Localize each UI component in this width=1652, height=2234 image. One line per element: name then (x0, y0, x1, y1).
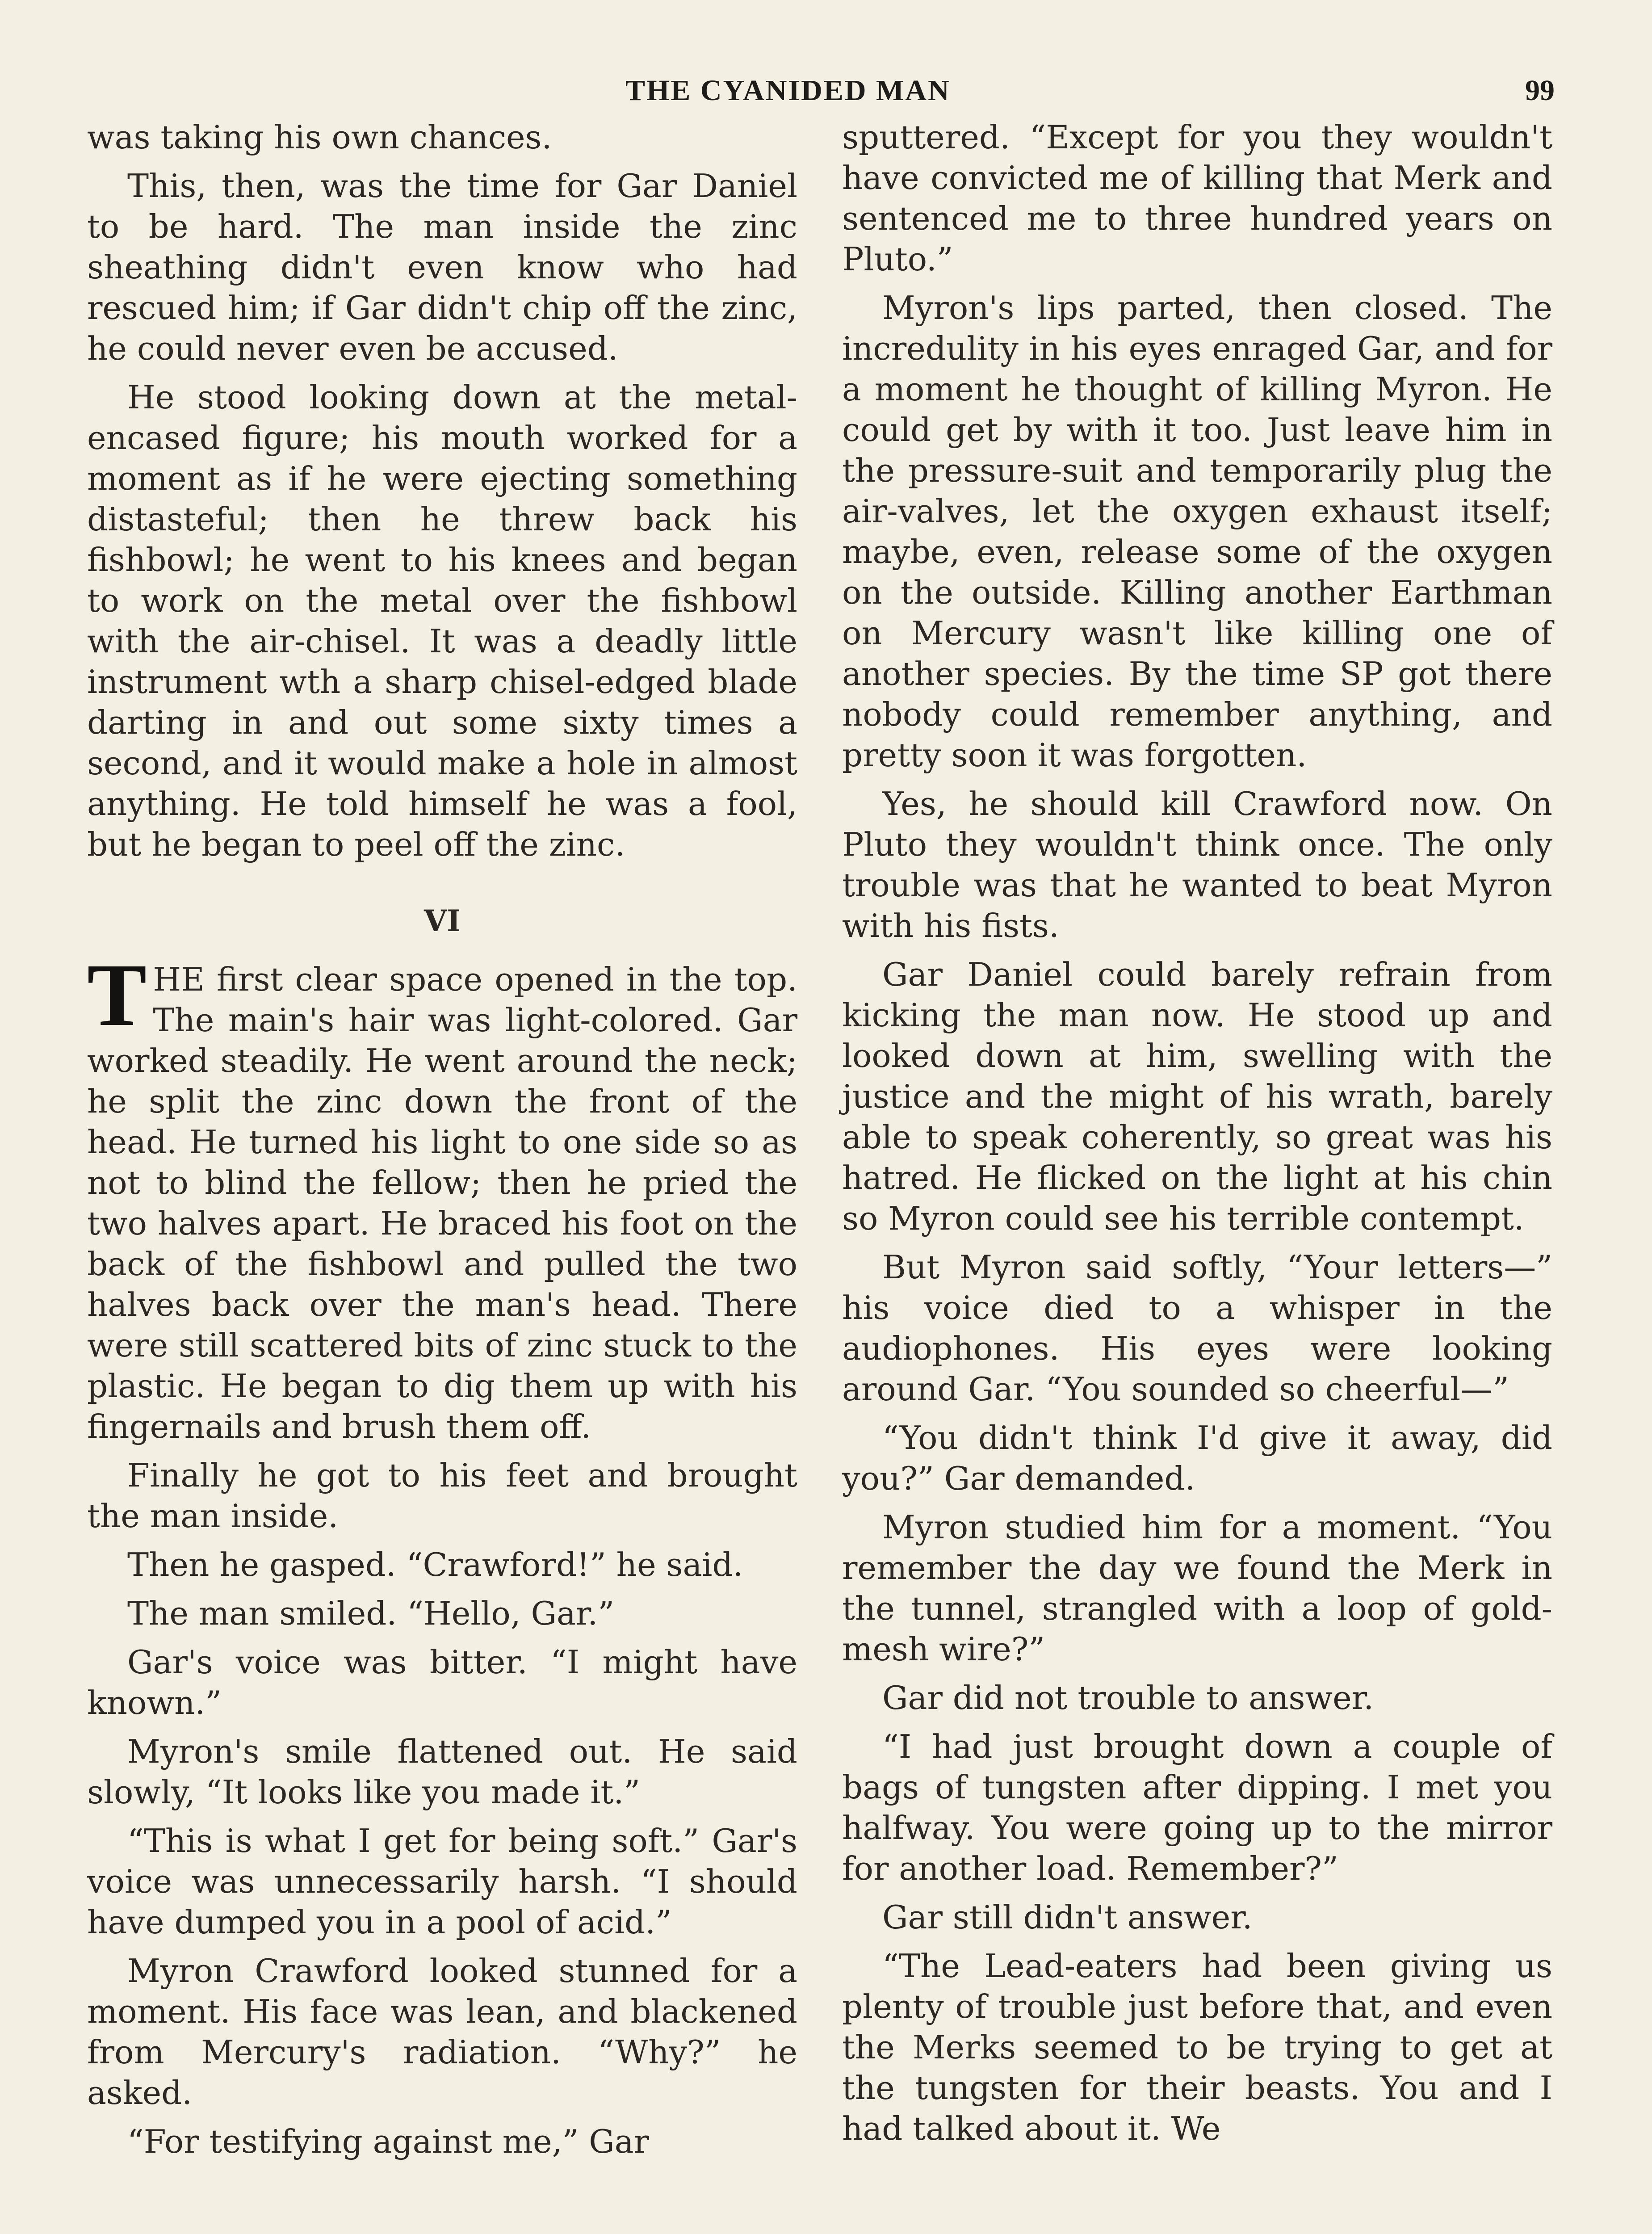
paragraph: Then he gasped. “Crawford!” he said. (127, 1546, 743, 1583)
paragraph: “You didn't think I'd give it away, did you?” Gar demanded. (842, 1419, 1552, 1497)
paragraph: The man smiled. “Hello, Gar.” (127, 1595, 615, 1632)
paragraph: Myron's smile flattened out. He said slowly, “It looks like you made it.” (87, 1733, 797, 1811)
paragraph: But Myron said softly, “Your letters—” his voice died to a whisper in the audiophones. His eyes were looking around Gar. “You sounded so cheerful—” (842, 1248, 1552, 1408)
paragraph: was taking his own chances. (87, 118, 552, 156)
paragraph: Myron studied him for a moment. “You remember the day we found the Merk in the tunnel, strangled with a loop of gold-mesh wire?” (842, 1508, 1552, 1668)
paragraph: Gar Daniel could barely refrain from kicking the man now. He stood up and looked down at him, swelling with the justice and the might of his wrath, barely able to speak coherently, so great was his hatred. He flicked on the light at his chin so Myron could see his terrible contempt. (842, 956, 1552, 1237)
paragraph: “The Lead-eaters had been giving us plenty of trouble just before that, and even the Merks seemed to be trying to get at the tungsten for their beasts. You and I had talked about it. We (842, 1947, 1552, 2147)
paragraph: Finally he got to his feet and brought the man inside. (87, 1457, 797, 1535)
paragraph: He stood looking down at the metal-encased figure; his mouth worked for a moment as if he were ejecting something distasteful; then he threw back his fishbowl; he went to his knees and began to work on the metal over the fishbowl with the air-chisel. It was a deadly little instrument wth a sharp chisel-edged blade darting in and out some sixty times a second, and it would make a hole in almost anything. He told himself he was a fool, but he began to peel off the zinc. (87, 378, 797, 863)
paragraph: Myron Crawford looked stunned for a moment. His face was lean, and blackened from Mercury's radiation. “Why?” he asked. (87, 1952, 797, 2112)
paragraph: Myron's lips parted, then closed. The incredulity in his eyes enraged Gar, and for a moment he thought of killing Myron. He could get by with it too. Just leave him in the pressure-suit and temporarily plug the air-valves, let the oxygen exhaust itself; maybe, even, release some of the oxygen on the outside. Killing another Earthman on Mercury wasn't like killing one of another species. By the time SP got there nobody could remember anything, and pretty soon it was forgotten. (842, 289, 1552, 774)
paragraph: Yes, he should kill Crawford now. On Pluto they wouldn't think once. The only trouble was that he wanted to beat Myron with his fists. (842, 785, 1552, 945)
paragraph: “I had just brought down a couple of bags of tungsten after dipping. I met you halfway. You were going up to the mirror for another load. Remember?” (842, 1728, 1552, 1887)
paragraph: Gar did not trouble to answer. (882, 1679, 1374, 1717)
paragraph: sputtered. “Except for you they wouldn't have convicted me of killing that Merk and sentenced me to three hundred years on Pluto.” (842, 118, 1552, 278)
right-column (842, 117, 1552, 2157)
running-title: THE CYANIDED MAN (625, 74, 951, 107)
paragraph: Gar still didn't answer. (882, 1898, 1253, 1936)
dropcap-paragraph (87, 946, 797, 1447)
drop-cap-letter: T (87, 946, 147, 1045)
paragraph: “For testifying against me,” Gar (127, 2123, 650, 2160)
dropcap-paragraph-text: HE first clear space opened in the top. The main's hair was light-colored. Gar worked steadily. He went around the neck; he split the zinc down the front of the head. He turned his light to one side so as not to blind the fellow; then he pried the two halves apart. He braced his foot on the back of the fishbowl and pulled the two halves back over the man's head. There were still scattered bits of zinc stuck to the plastic. He began to dig them up with his fingernails and brush them off. (87, 961, 797, 1445)
page-number: 99 (1525, 74, 1555, 107)
page-header (625, 74, 1555, 109)
paragraph: Gar's voice was bitter. “I might have known.” (87, 1643, 797, 1722)
paragraph: This, then, was the time for Gar Daniel to be hard. The man inside the zinc sheathing didn't even know who had rescued him; if Gar didn't chip off the zinc, he could never even be accused. (87, 167, 797, 367)
left-column (87, 117, 797, 2170)
paragraph: “This is what I get for being soft.” Gar's voice was unnecessarily harsh. “I should have dumped you in a pool of acid.” (87, 1822, 797, 1941)
section-heading: VI (423, 903, 461, 938)
